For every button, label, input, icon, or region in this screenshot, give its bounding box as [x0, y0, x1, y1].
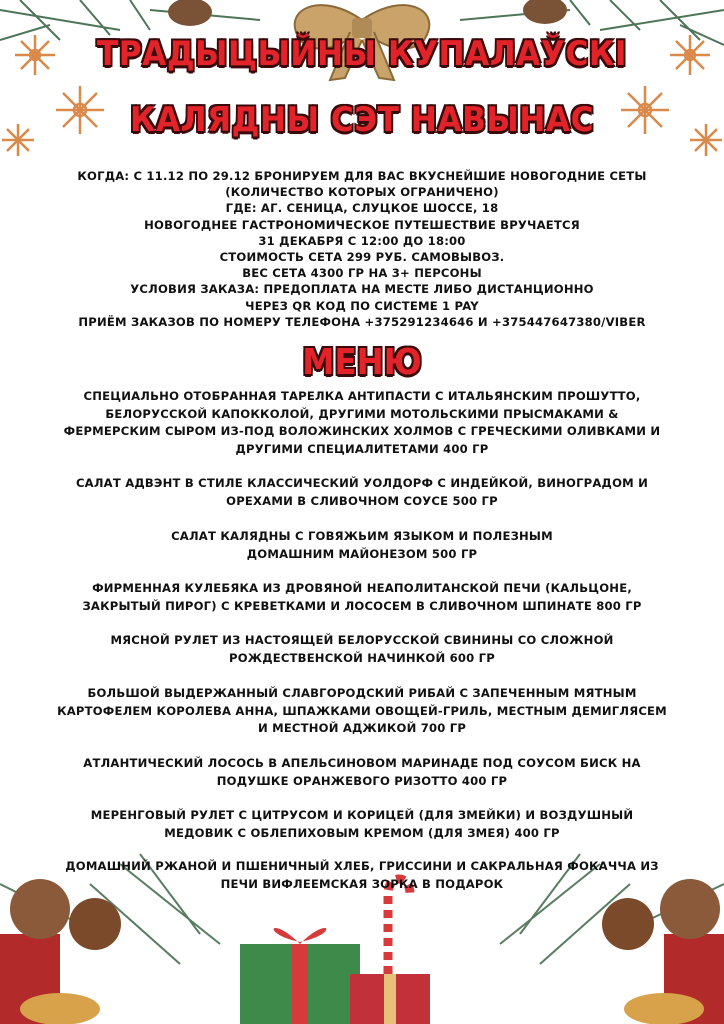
info-block — [0, 168, 724, 330]
info-line: УСЛОВИЯ ЗАКАЗА: ПРЕДОПЛАТА НА МЕСТЕ ЛИБО ДИСТАНЦИОННО — [130, 282, 594, 297]
menu-item-1 — [0, 388, 724, 458]
menu-line: АТЛАНТИЧЕСКИЙ ЛОСОСЬ В АПЕЛЬСИНОВОМ МАРИНАДЕ ПОД СОУСОМ БИСК НА — [83, 756, 641, 770]
menu-item-7 — [0, 755, 724, 790]
menu-item-9 — [0, 858, 724, 893]
info-line: ЧЕРЕЗ QR КОД ПО СИСТЕМЕ 1 PAY — [245, 298, 479, 313]
menu-line: БЕЛОРУССКОЙ КАПОККОЛОЙ, ДРУГИМИ МОТОЛЬСКИМИ ПРЫСМАКАМИ & — [105, 406, 619, 421]
menu-item-5 — [0, 632, 724, 667]
menu-item-4 — [0, 580, 724, 615]
menu-line: ДОМАШНИЙ РЖАНОЙ И ПШЕНИЧНЫЙ ХЛЕБ, ГРИССИНИ И САКРАЛЬНАЯ ФОКАЧЧА ИЗ — [65, 859, 659, 873]
menu-item-2 — [0, 475, 724, 510]
menu-line: ФЕРМЕРСКИМ СЫРОМ ИЗ-ПОД ВОЛОЖИНСКИХ ХОЛМОВ С ГРЕЧЕСКИМИ ОЛИВКАМИ И — [63, 424, 661, 438]
menu-line: МЕРЕНГОВЫЙ РУЛЕТ С ЦИТРУСОМ И КОРИЦЕЙ (ДЛЯ ЗМЕЙКИ) И ВОЗДУШНЫЙ — [90, 808, 634, 822]
menu-line: ДРУГИМИ СПЕЦИАЛИТЕТАМИ 400 ГР — [235, 441, 489, 456]
menu-line: ПОДУШКЕ ОРАНЖЕВОГО РИЗОТТО 400 ГР — [216, 773, 508, 788]
info-line: ВЕС СЕТА 4300 ГР НА 3+ ПЕРСОНЫ — [242, 266, 482, 281]
menu-line: И МЕСТНОЙ АДЖИКОЙ 700 ГР — [257, 721, 467, 735]
menu-line: САЛАТ АДВЭНТ В СТИЛЕ КЛАССИЧЕСКИЙ УОЛДОРФ С ИНДЕЙКОЙ, ВИНОГРАДОМ И — [75, 476, 649, 490]
menu-item-3 — [0, 528, 724, 563]
title-line-1: ТРАДЫЦЫЙНЫ КУПАЛАЎСКІ — [96, 34, 628, 74]
menu-line: ПЕЧИ ВИФЛЕЕМСКАЯ ЗОРКА В ПОДАРОК — [220, 876, 504, 891]
candy-cane — [388, 879, 410, 974]
menu-line: КАРТОФЕЛЕМ КОРОЛЕВА АННА, ШПАЖКАМИ ОВОЩЕЙ-ГРИЛЬ, МЕСТНЫМ ДЕМИГЛЯСЕМ — [57, 703, 667, 718]
menu-line: САЛАТ КАЛЯДНЫ С ГОВЯЖЬИМ ЯЗЫКОМ И ПОЛЕЗНЫМ — [171, 529, 553, 543]
menu-line: БОЛЬШОЙ ВЫДЕРЖАННЫЙ СЛАВГОРОДСКИЙ РИБАЙ С ЗАПЕЧЕННЫМ МЯТНЫМ — [87, 686, 637, 700]
info-line: КОГДА: С 11.12 ПО 29.12 БРОНИРУЕМ ДЛЯ ВАС ВКУСНЕЙШИЕ НОВОГОДНИЕ СЕТЫ — [77, 169, 647, 183]
menu-line: ФИРМЕННАЯ КУЛЕБЯКА ИЗ ДРОВЯНОЙ НЕАПОЛИТАНСКОЙ ПЕЧИ (КАЛЬЦОНЕ, — [92, 581, 632, 595]
menu-line: ОРЕХАМИ В СЛИВОЧНОМ СОУСЕ 500 ГР — [226, 493, 498, 508]
menu-line: РОЖДЕСТВЕНСКОЙ НАЧИНКОЙ 600 ГР — [229, 650, 495, 665]
info-line: ГДЕ: АГ. СЕНИЦА, СЛУЦКОЕ ШОССЕ, 18 — [225, 201, 499, 216]
menu-item-6 — [0, 685, 724, 738]
info-line: (КОЛИЧЕСТВО КОТОРЫХ ОГРАНИЧЕНО) — [225, 185, 499, 200]
menu-line: МЕДОВИК С ОБЛЕПИХОВЫМ КРЕМОМ (ДЛЯ ЗМЕЯ) 400 ГР — [164, 825, 560, 840]
top-garland-decoration — [0, 0, 724, 170]
info-line: СТОИМОСТЬ СЕТА 299 РУБ. САМОВЫВОЗ. — [219, 250, 505, 265]
info-line: ПРИЁМ ЗАКАЗОВ ПО НОМЕРУ ТЕЛЕФОНА +375291234646 И +375447647380/VIBER — [78, 314, 646, 329]
menu-line: ДОМАШНИМ МАЙОНЕЗОМ 500 ГР — [246, 546, 478, 561]
menu-line: МЯСНОЙ РУЛЕТ ИЗ НАСТОЯЩЕЙ БЕЛОРУССКОЙ СВИНИНЫ СО СЛОЖНОЙ — [110, 633, 614, 647]
menu-heading: МЕНЮ — [302, 342, 422, 383]
bottom-gifts-decoration — [0, 824, 724, 1024]
menu-line: СПЕЦИАЛЬНО ОТОБРАННАЯ ТАРЕЛКА АНТИПАСТИ С ИТАЛЬЯНСКИМ ПРОШУТТО, — [83, 389, 641, 403]
title-line-2: КАЛЯДНЫ СЭТ НАВЫНАС — [129, 100, 595, 140]
info-line: 31 ДЕКАБРЯ С 12:00 ДО 18:00 — [258, 233, 466, 248]
menu-line: ЗАКРЫТЫЙ ПИРОГ) С КРЕВЕТКАМИ И ЛОСОСЕМ В СЛИВОЧНОМ ШПИНАТЕ 800 ГР — [82, 598, 642, 613]
info-line: НОВОГОДНЕЕ ГАСТРОНОМИЧЕСКОЕ ПУТЕШЕСТВИЕ ВРУЧАЕТСЯ — [144, 217, 580, 232]
